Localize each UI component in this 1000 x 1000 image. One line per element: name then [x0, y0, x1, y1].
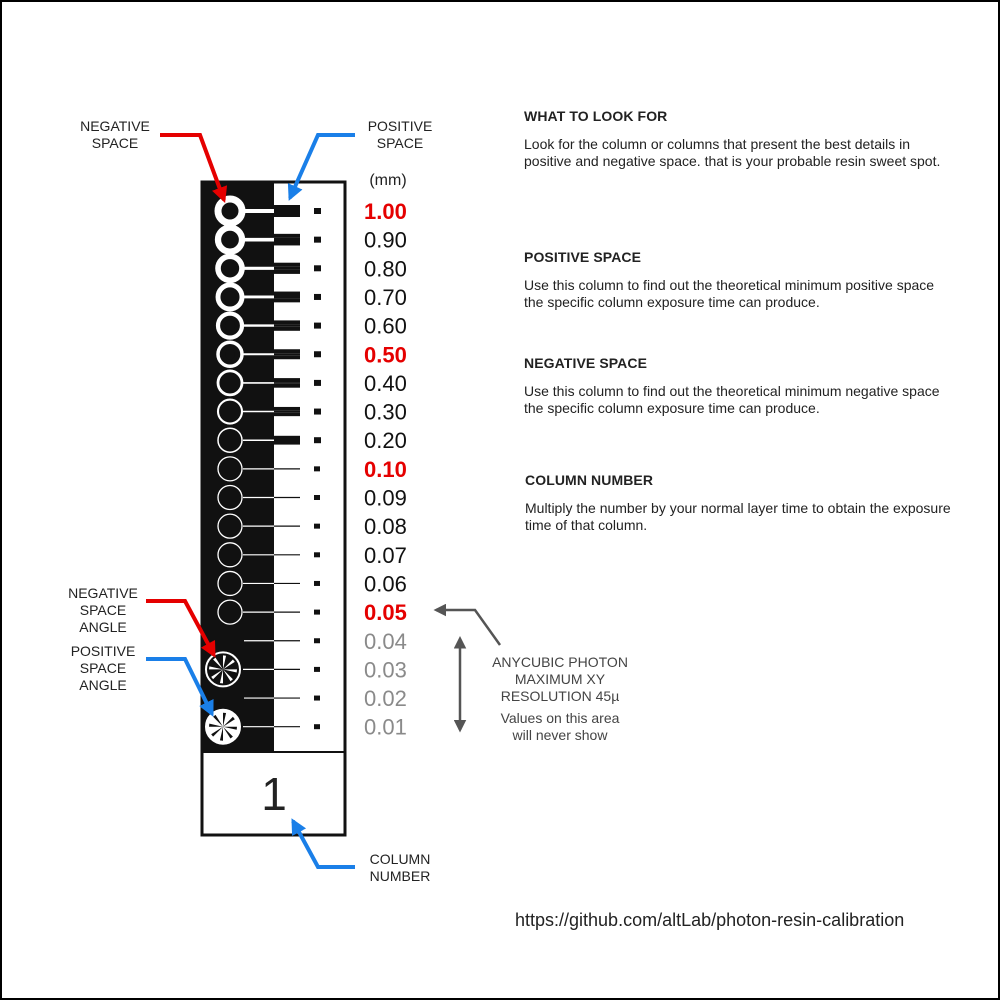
- section-body: Multiply the number by your normal layer time to obtain the exposure time of that column.: [525, 500, 951, 533]
- positive-space-dot: [314, 265, 321, 271]
- section-positive-space: [524, 249, 954, 311]
- negative-space-core: [224, 205, 236, 217]
- section-heading: WHAT TO LOOK FOR: [524, 108, 668, 124]
- never-show-note: Values on this area will never show: [500, 710, 620, 743]
- negative-space-core: [225, 320, 235, 330]
- positive-space-dot: [314, 466, 320, 471]
- size-label: 0.10: [364, 456, 407, 482]
- section-body: Use this column to find out the theoretical minimum positive space the specific column exposure time can produce.: [524, 277, 935, 310]
- negative-space-circle: [218, 428, 242, 452]
- size-label: 0.80: [364, 256, 407, 282]
- section-what-to-look-for: [524, 108, 954, 170]
- section-heading: COLUMN NUMBER: [525, 472, 654, 488]
- positive-space-dot: [314, 237, 321, 243]
- negative-space-callout: NEGATIVE SPACE: [80, 118, 150, 151]
- size-label: 0.05: [364, 600, 407, 626]
- section-negative-space: [524, 355, 954, 417]
- section-heading: NEGATIVE SPACE: [524, 355, 648, 371]
- unit-label: (mm): [369, 172, 407, 189]
- positive-space-dot: [314, 610, 320, 615]
- size-label: 0.90: [364, 227, 407, 253]
- resolution-arrow: [436, 610, 500, 645]
- size-label: 0.03: [364, 657, 407, 683]
- negative-space-circle: [218, 371, 242, 395]
- section-body: Use this column to find out the theoretical minimum negative space the specific column exposure time can produce.: [524, 383, 940, 416]
- positive-space-dot: [314, 667, 320, 672]
- negative-space-circle: [218, 400, 242, 424]
- size-label: 0.70: [364, 284, 407, 310]
- project-url[interactable]: https://github.com/altLab/photon-resin-calibration: [515, 910, 905, 930]
- negative-space-angle-callout: NEGATIVE SPACE ANGLE: [68, 585, 138, 635]
- negative-space-circle: [218, 486, 242, 510]
- positive-space-dot: [314, 581, 320, 586]
- positive-space-dot: [314, 351, 321, 357]
- size-label: 0.07: [364, 542, 407, 568]
- column-number-callout: COLUMN NUMBER: [369, 851, 431, 884]
- negative-space-core: [224, 234, 236, 246]
- positive-space-callout: POSITIVE SPACE: [367, 118, 433, 151]
- size-label: 0.09: [364, 485, 407, 511]
- column-number-value: 1: [261, 768, 287, 820]
- negative-space-circle: [218, 543, 242, 567]
- section-heading: POSITIVE SPACE: [524, 249, 642, 265]
- size-label: 0.60: [364, 313, 407, 339]
- positive-space-dot: [314, 495, 320, 500]
- section-column-number: [525, 472, 955, 534]
- size-label: 1.00: [364, 199, 407, 224]
- positive-space-dot: [314, 524, 320, 529]
- negative-space-circle: [218, 571, 242, 595]
- positive-space-dot: [314, 638, 320, 643]
- positive-space-dot: [314, 724, 320, 729]
- positive-space-angle-callout: POSITIVE SPACE ANGLE: [70, 643, 136, 693]
- positive-space-dot: [314, 409, 321, 415]
- positive-space-dot: [314, 696, 320, 701]
- size-label: 0.01: [364, 714, 407, 740]
- positive-space-dot: [314, 380, 321, 386]
- negative-space-core: [225, 349, 235, 359]
- negative-space-core: [225, 292, 236, 303]
- resolution-note: ANYCUBIC PHOTON MAXIMUM XY RESOLUTION 45µ: [492, 654, 628, 704]
- negative-space-circle: [218, 514, 242, 538]
- size-label: 0.40: [364, 370, 407, 396]
- positive-space-dot: [314, 323, 321, 329]
- section-body: Look for the column or columns that present the best details in positive and negative space. that is your probable resin sweet spot.: [524, 136, 941, 169]
- size-label: 0.04: [364, 628, 407, 654]
- positive-space-dot: [314, 552, 320, 557]
- size-label: 0.08: [364, 514, 407, 540]
- negative-space-circle: [218, 600, 242, 624]
- positive-space-dot: [314, 208, 321, 214]
- negative-space-circle: [218, 457, 242, 481]
- negative-space-core: [224, 263, 235, 274]
- size-label: 0.30: [364, 399, 407, 425]
- size-label: 0.50: [364, 342, 407, 368]
- size-label: 0.20: [364, 428, 407, 454]
- positive-space-dot: [314, 294, 321, 300]
- size-label: 0.06: [364, 571, 407, 597]
- size-label: 0.02: [364, 686, 407, 712]
- positive-space-dot: [314, 437, 321, 443]
